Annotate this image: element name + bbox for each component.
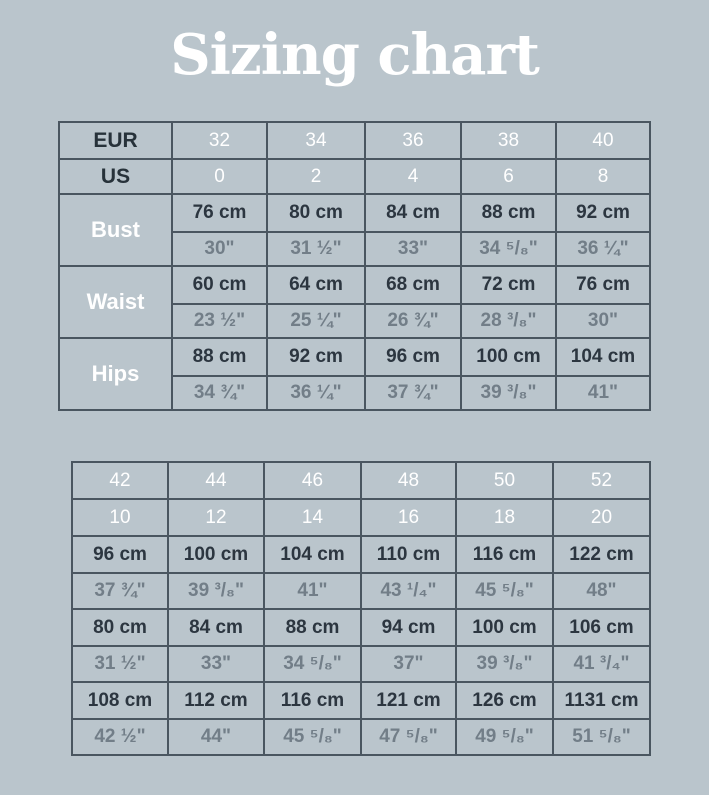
us-size-cell: 12 [168, 499, 264, 536]
hips-in-cell: 41" [556, 376, 650, 410]
bust-cm-cell: 116 cm [456, 536, 553, 573]
us-row [59, 159, 650, 194]
us-size-cell: 0 [172, 159, 267, 194]
eur-size-cell: 38 [461, 122, 556, 159]
hips-in-cell: 39 ³/₈" [461, 376, 556, 410]
eur-size-cell: 52 [553, 462, 650, 499]
hips-cm-cell: 100 cm [461, 338, 556, 376]
bust-cm-cell: 84 cm [365, 194, 461, 232]
waist-cm-cell: 80 cm [72, 609, 168, 646]
waist-cm-cell: 68 cm [365, 266, 461, 304]
hips-in-cell: 37 ¾" [365, 376, 461, 410]
us-size-cell: 18 [456, 499, 553, 536]
waist-in-cell: 26 ¾" [365, 304, 461, 338]
waist-in-cell: 30" [556, 304, 650, 338]
waist-in-cell: 41 ³/₄" [553, 646, 650, 682]
waist-cm-cell: 106 cm [553, 609, 650, 646]
waist-in-cell: 37" [361, 646, 456, 682]
hips-cm-cell: 96 cm [365, 338, 461, 376]
waist-cm-cell: 84 cm [168, 609, 264, 646]
us-size-cell: 8 [556, 159, 650, 194]
waist-cm-cell: 88 cm [264, 609, 361, 646]
waist-in-cell: 31 ½" [72, 646, 168, 682]
hips-cm-cell: 92 cm [267, 338, 365, 376]
hips-cm-cell: 112 cm [168, 682, 264, 719]
hips-cm-cell: 121 cm [361, 682, 456, 719]
waist-in-cell: 34 ⁵/₈" [264, 646, 361, 682]
bust-cm-cell: 104 cm [264, 536, 361, 573]
waist-cm-cell: 100 cm [456, 609, 553, 646]
eur-size-cell: 32 [172, 122, 267, 159]
waist-cm-cell: 72 cm [461, 266, 556, 304]
hips-in-cell: 49 ⁵/₈" [456, 719, 553, 755]
page-title: Sizing chart [170, 22, 539, 88]
bust-in-cell: 43 ¹/₄" [361, 573, 456, 609]
hips-in-cell: 42 ½" [72, 719, 168, 755]
waist-cm-cell: 60 cm [172, 266, 267, 304]
eur-size-cell: 42 [72, 462, 168, 499]
hips-in-cell: 34 ¾" [172, 376, 267, 410]
eur-label: EUR [59, 122, 172, 159]
us-size-cell: 10 [72, 499, 168, 536]
eur-size-cell: 46 [264, 462, 361, 499]
waist-in-cell: 28 ³/₈" [461, 304, 556, 338]
bust-in-cell: 37 ¾" [72, 573, 168, 609]
hips-cm-row [72, 682, 650, 719]
hips-cm-row [59, 338, 650, 376]
waist-in-cell: 23 ½" [172, 304, 267, 338]
bust-cm-cell: 122 cm [553, 536, 650, 573]
bust-in-cell: 41" [264, 573, 361, 609]
eur-size-cell: 44 [168, 462, 264, 499]
hips-cm-cell: 1131 cm [553, 682, 650, 719]
us-size-cell: 14 [264, 499, 361, 536]
us-size-cell: 16 [361, 499, 456, 536]
hips-cm-cell: 126 cm [456, 682, 553, 719]
eur-size-cell: 50 [456, 462, 553, 499]
bust-label: Bust [59, 194, 172, 266]
bust-in-cell: 33" [365, 232, 461, 266]
bust-in-cell: 45 ⁵/₈" [456, 573, 553, 609]
hips-in-cell: 47 ⁵/₈" [361, 719, 456, 755]
bust-cm-row [72, 536, 650, 573]
waist-cm-row [59, 266, 650, 304]
bust-cm-row [59, 194, 650, 232]
hips-cm-cell: 104 cm [556, 338, 650, 376]
bust-in-cell: 36 ¼" [556, 232, 650, 266]
bust-cm-cell: 110 cm [361, 536, 456, 573]
us-row [72, 499, 650, 536]
eur-row [59, 122, 650, 159]
bust-in-cell: 39 ³/₈" [168, 573, 264, 609]
waist-in-cell: 25 ¼" [267, 304, 365, 338]
eur-row [72, 462, 650, 499]
hips-in-cell: 51 ⁵/₈" [553, 719, 650, 755]
sizing-table-2 [71, 461, 651, 756]
hips-cm-cell: 116 cm [264, 682, 361, 719]
hips-cm-cell: 88 cm [172, 338, 267, 376]
us-size-cell: 6 [461, 159, 556, 194]
bust-cm-cell: 96 cm [72, 536, 168, 573]
waist-cm-cell: 94 cm [361, 609, 456, 646]
us-label: US [59, 159, 172, 194]
sizing-table-1 [58, 121, 651, 411]
waist-label: Waist [59, 266, 172, 338]
eur-size-cell: 48 [361, 462, 456, 499]
bust-in-cell: 31 ½" [267, 232, 365, 266]
bust-in-cell: 30" [172, 232, 267, 266]
bust-cm-cell: 92 cm [556, 194, 650, 232]
waist-cm-cell: 76 cm [556, 266, 650, 304]
hips-in-cell: 36 ¼" [267, 376, 365, 410]
waist-in-row [72, 646, 650, 682]
bust-in-row [72, 573, 650, 609]
eur-size-cell: 34 [267, 122, 365, 159]
bust-cm-cell: 88 cm [461, 194, 556, 232]
hips-label: Hips [59, 338, 172, 410]
bust-cm-cell: 76 cm [172, 194, 267, 232]
waist-cm-cell: 64 cm [267, 266, 365, 304]
us-size-cell: 20 [553, 499, 650, 536]
hips-in-row [72, 719, 650, 755]
waist-in-cell: 39 ³/₈" [456, 646, 553, 682]
bust-in-cell: 48" [553, 573, 650, 609]
us-size-cell: 4 [365, 159, 461, 194]
waist-cm-row [72, 609, 650, 646]
eur-size-cell: 40 [556, 122, 650, 159]
eur-size-cell: 36 [365, 122, 461, 159]
bust-cm-cell: 80 cm [267, 194, 365, 232]
us-size-cell: 2 [267, 159, 365, 194]
bust-cm-cell: 100 cm [168, 536, 264, 573]
waist-in-cell: 33" [168, 646, 264, 682]
hips-cm-cell: 108 cm [72, 682, 168, 719]
bust-in-cell: 34 ⁵/₈" [461, 232, 556, 266]
hips-in-cell: 45 ⁵/₈" [264, 719, 361, 755]
hips-in-cell: 44" [168, 719, 264, 755]
